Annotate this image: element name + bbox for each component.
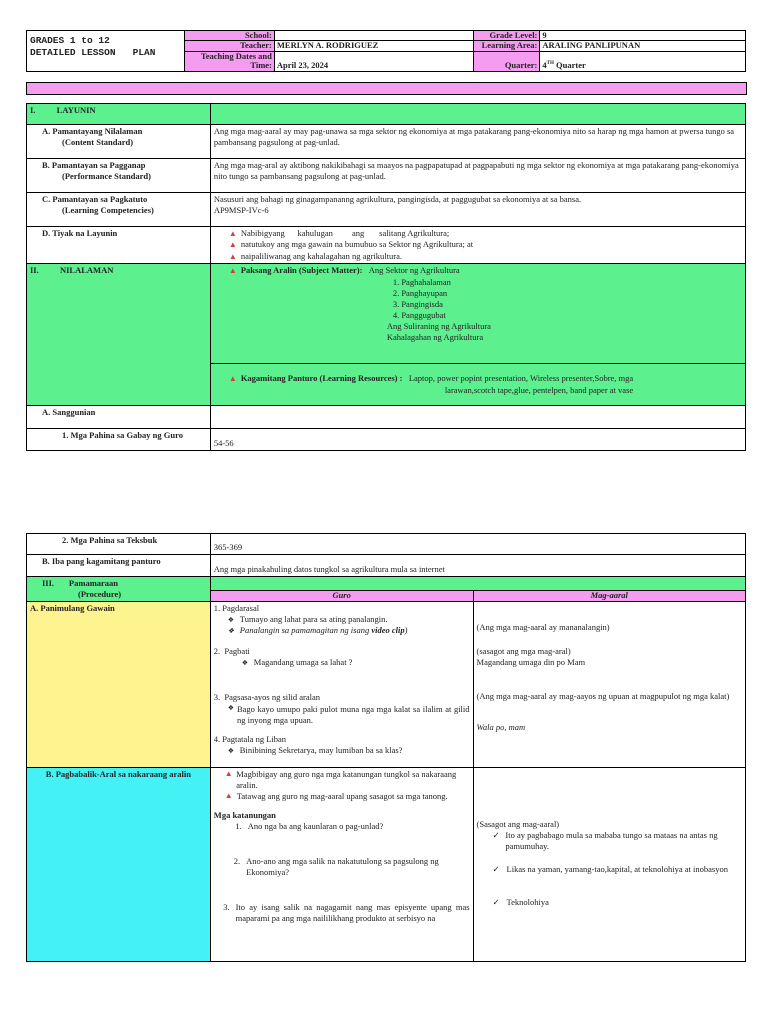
diamond-bullet-icon: ❖ [227, 627, 235, 636]
iba-label: B. Iba pang kagamitang panturo [27, 555, 211, 577]
triangle-bullet-icon: ▲ [228, 240, 237, 250]
checkmark-icon: ✓ [492, 864, 500, 875]
triangle-bullet-icon: ▲ [228, 374, 237, 384]
col-guro: Guro [210, 590, 473, 601]
pamamaraan-blank [210, 577, 745, 591]
triangle-bullet-icon: ▲ [224, 791, 233, 801]
school-label: School: [184, 31, 274, 41]
panimula-guro: 1. Pagdarasal ❖ Tumayo ang lahat para sa ating panalangin. ❖ Panalangin sa pamamagitan ng isang video clip) 2. Pagbati ❖ Magandang umaga sa lahat ? 3. Pagsasa-ayos ng silid aralan ❖ Bago kayo umupo paki pulot muna nga mga kalat sa ilalim at gilid ng inyong mga upuan. 4. Pagtatala ng Liban ❖ Binibining Sekretarya, may lumiban ba sa klas? [210, 602, 473, 768]
paksa-label: Paksang Aralin (Subject Matter): [240, 265, 363, 276]
nilalaman-heading: II. NILALAMAN [27, 264, 211, 406]
paksa-item: 3. Pangingisda [392, 298, 443, 309]
header-table [26, 30, 746, 72]
performance-standard-text: Ang mga mag-aral ay aktibong nakikibahagi sa maayos na pagpapatupad at pagpapabuti ng mga sektor ng ekonomiya at mga patakarang pang-ekonomiya nito tungo sa pambansang pagsulong at pag-unlad. [210, 159, 745, 193]
teksbuk-value: 365-369 [210, 534, 745, 555]
content-standard-label: A. Pamantayang Nilalaman (Content Standard) [27, 125, 211, 159]
checkmark-icon: ✓ [492, 830, 500, 841]
teksbuk-label: 2. Mga Pahina sa Teksbuk [27, 534, 211, 555]
tiyak-list [210, 227, 745, 264]
diamond-bullet-icon: ❖ [227, 703, 235, 712]
triangle-bullet-icon: ▲ [224, 769, 233, 779]
layunin-blank [210, 104, 745, 125]
dates-value: April 23, 2024 [274, 51, 474, 72]
grade-label: Grade Level: [474, 31, 540, 41]
school-value [274, 31, 474, 41]
procedure-table [26, 533, 746, 962]
paksa-value: Ang Sektor ng Agrikultura [368, 265, 460, 276]
header-divider-bar [26, 82, 747, 95]
diamond-bullet-icon: ❖ [227, 616, 235, 625]
content-standard-text: Ang mga mag-aaral ay may pag-unawa sa mga sektor ng ekonomiya at mga patakarang pang-ekonomiya nito sa harap ng mga hamon at pwersa tungo sa pambansang pagsulong at pag-unlad. [210, 125, 745, 159]
sanggunian-blank [210, 406, 745, 429]
iba-value: Ang mga pinakahuling datos tungkol sa agrikultura mula sa internet [210, 555, 745, 577]
quarter-value: 4TH Quarter [540, 51, 746, 72]
list-item: ▲ Nabibigyang kahulugan ang salitang Agrikultura; [228, 228, 450, 238]
teacher-value: MERLYN A. RODRIGUEZ [274, 41, 474, 51]
paksa-item: 2. Panghayupan [392, 287, 448, 298]
panimula-label: A. Panimulang Gawain [27, 602, 211, 768]
paksa-item: 4. Panggugubat [392, 309, 446, 320]
layunin-heading: I. LAYUNIN [27, 104, 211, 125]
diamond-bullet-icon: ❖ [227, 746, 235, 755]
paksa-cell [210, 264, 745, 364]
sanggunian-label: A. Sanggunian [27, 406, 211, 429]
gabay-label: 1. Mga Pahina sa Gabay ng Guro [27, 429, 211, 451]
objectives-table [26, 103, 746, 451]
gabay-value: 54-56 [210, 429, 745, 451]
balik-aral-magaaral: (Sasagot ang mag-aaral) ✓ Ito ay pagbabago mula sa mababa tungo sa mataas na antas ng pamumuhay. ✓ Likas na yaman, yamang-tao,kapital, at teknolohiya at inobasyon ✓ Teknolohiya [473, 768, 745, 962]
pamamaraan-heading: III. Pamamaraan (Procedure) [27, 577, 211, 602]
paksa-extra: Ang Suliraning ng Agrikultura [386, 320, 491, 331]
paksa-item: 1. Paghahalaman [392, 276, 451, 287]
kagamitan-label: Kagamitang Panturo (Learning Resources) : [240, 373, 403, 384]
area-value: ARALING PANLIPUNAN [540, 41, 746, 51]
lesson-plan-title: GRADES 1 to 12 DETAILED LESSON PLAN [27, 31, 185, 72]
triangle-bullet-icon: ▲ [228, 229, 237, 238]
panimula-magaaral: (Ang mga mag-aaral ay mananalangin) (sasagot ang mga mag-aral) Magandang umaga din po Mam (Ang mga mag-aaral ay mag-aayos ng upuan at magpupulot ng mga kalat) Wala po, mam [473, 602, 745, 768]
triangle-bullet-icon: ▲ [228, 251, 237, 261]
list-item: ▲ natutukoy ang mga gawain na bumubuo sa Sektor ng Agrikultura; at [228, 239, 474, 250]
diamond-bullet-icon: ❖ [241, 659, 249, 668]
list-item: ▲ naipaliliwanag ang kahalagahan ng agrikultura. [228, 250, 403, 261]
competencies-label: C. Pamantayan sa Pagkatuto (Learning Competencies) [27, 193, 211, 227]
paksa-extra: Kahalagahan ng Agrikultura [386, 331, 484, 342]
quarter-label: Quarter: [474, 51, 540, 72]
teacher-label: Teacher: [184, 41, 274, 51]
grade-value: 9 [540, 31, 746, 41]
col-magaaral: Mag-aaral [473, 590, 745, 601]
area-label: Learning Area: [474, 41, 540, 51]
performance-standard-label: B. Pamantayan sa Pagganap (Performance Standard) [27, 159, 211, 193]
kagamitan-value: Laptop, power popint presentation, Wireless presenter,Sobre, mga [408, 373, 634, 384]
competencies-text: Nasusuri ang bahagi ng ginagampananng agrikultura, pangingisda, at paggugubat sa ekonomiya at sa bansa. AP9MSP-IVc-6 [210, 193, 745, 227]
kagamitan-value-2: larawan,scotch tape,glue, pentelpen, band paper at vase [444, 384, 634, 395]
tiyak-label: D. Tiyak na Layunin [27, 227, 211, 264]
balik-aral-label: B. Pagbabalik-Aral sa nakaraang aralin [27, 768, 211, 962]
dates-label: Teaching Dates and Time: [184, 51, 274, 72]
checkmark-icon: ✓ [492, 897, 500, 908]
balik-aral-guro: ▲ Magbibigay ang guro nga mga katanungan tungkol sa nakaraang aralin. ▲ Tatawag ang guro ng mag-aaral upang sasagot sa mga tanong. Mga katanungan 1. Ano nga ba ang kaunlaran o pag-unlad? 2. Ano-ano ang mga salik na nakatutulong sa pagsulong ng Ekonomiya? 3. Ito ay isang salik na nagagamit nang mas episyente upang mas maparami pa ang mga naililikhang produkto at serbisyo na [210, 768, 473, 962]
triangle-bullet-icon: ▲ [228, 266, 237, 276]
kagamitan-cell [210, 364, 745, 406]
